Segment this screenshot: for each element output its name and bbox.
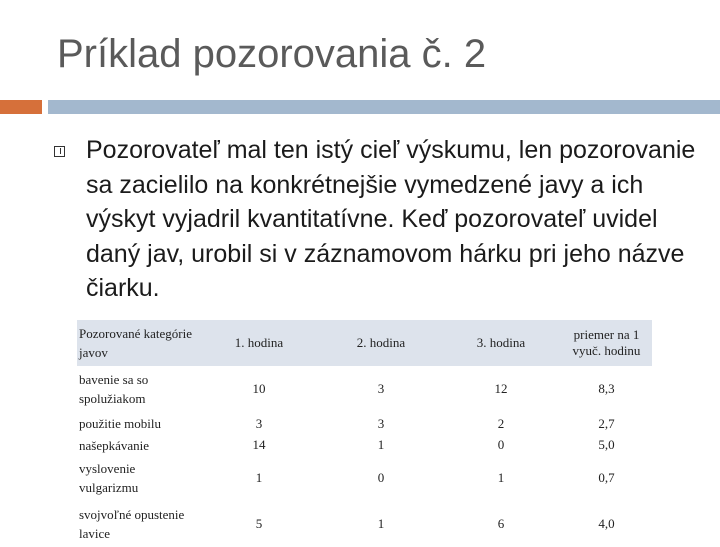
category-cell: našepkávanie bbox=[77, 435, 197, 455]
header-hour-3: 3. hodina bbox=[476, 335, 526, 350]
accent-bar bbox=[0, 100, 42, 114]
average-cell: 5,0 bbox=[561, 435, 652, 455]
value-cell: 3 bbox=[321, 412, 441, 435]
average-cell: 0,7 bbox=[561, 455, 652, 501]
value-cell: 1 bbox=[197, 455, 321, 501]
header-category: Pozorované kategórie javov bbox=[79, 326, 192, 360]
value-cell: 1 bbox=[441, 455, 561, 501]
bullet-paragraph: Pozorovateľ mal ten istý cieľ výskumu, len pozorovanie sa zacielilo na konkrétnejšie vymedzené javy a ich výskyt vyjadril kvantitatívne. Keď pozorovateľ uvidel daný jav, urobil si v záznamovom hárku pri jeho názve čiarku. bbox=[86, 136, 696, 302]
header-hour-2: 2. hodina bbox=[356, 335, 406, 350]
value-cell: 6 bbox=[441, 501, 561, 547]
category-cell: svojvoľné opustenie lavice bbox=[77, 501, 197, 547]
table-row bbox=[77, 455, 652, 501]
value-cell: 1 bbox=[321, 501, 441, 547]
value-cell: 2 bbox=[441, 412, 561, 435]
observation-table bbox=[77, 320, 652, 547]
table-header-row bbox=[77, 320, 652, 366]
value-cell: 5 bbox=[197, 501, 321, 547]
table-row bbox=[77, 435, 652, 455]
header-average: priemer na 1 vyuč. hodinu bbox=[572, 327, 641, 358]
value-cell: 12 bbox=[441, 366, 561, 412]
value-cell: 14 bbox=[197, 435, 321, 455]
value-cell: 3 bbox=[197, 412, 321, 435]
square-bullet-icon bbox=[54, 146, 65, 157]
average-cell: 2,7 bbox=[561, 412, 652, 435]
slide-title: Príklad pozorovania č. 2 bbox=[57, 32, 487, 76]
value-cell: 3 bbox=[321, 366, 441, 412]
value-cell: 0 bbox=[441, 435, 561, 455]
table-row bbox=[77, 501, 652, 547]
category-cell: použitie mobilu bbox=[77, 412, 197, 435]
average-cell: 4,0 bbox=[561, 501, 652, 547]
table-row bbox=[77, 412, 652, 435]
category-cell: vyslovenie vulgarizmu bbox=[77, 455, 197, 501]
average-cell: 8,3 bbox=[561, 366, 652, 412]
value-cell: 0 bbox=[321, 455, 441, 501]
title-rule bbox=[48, 100, 720, 114]
table-row bbox=[77, 366, 652, 412]
category-cell: bavenie sa so spolužiakom bbox=[77, 366, 197, 412]
value-cell: 1 bbox=[321, 435, 441, 455]
header-hour-1: 1. hodina bbox=[234, 335, 284, 350]
value-cell: 10 bbox=[197, 366, 321, 412]
